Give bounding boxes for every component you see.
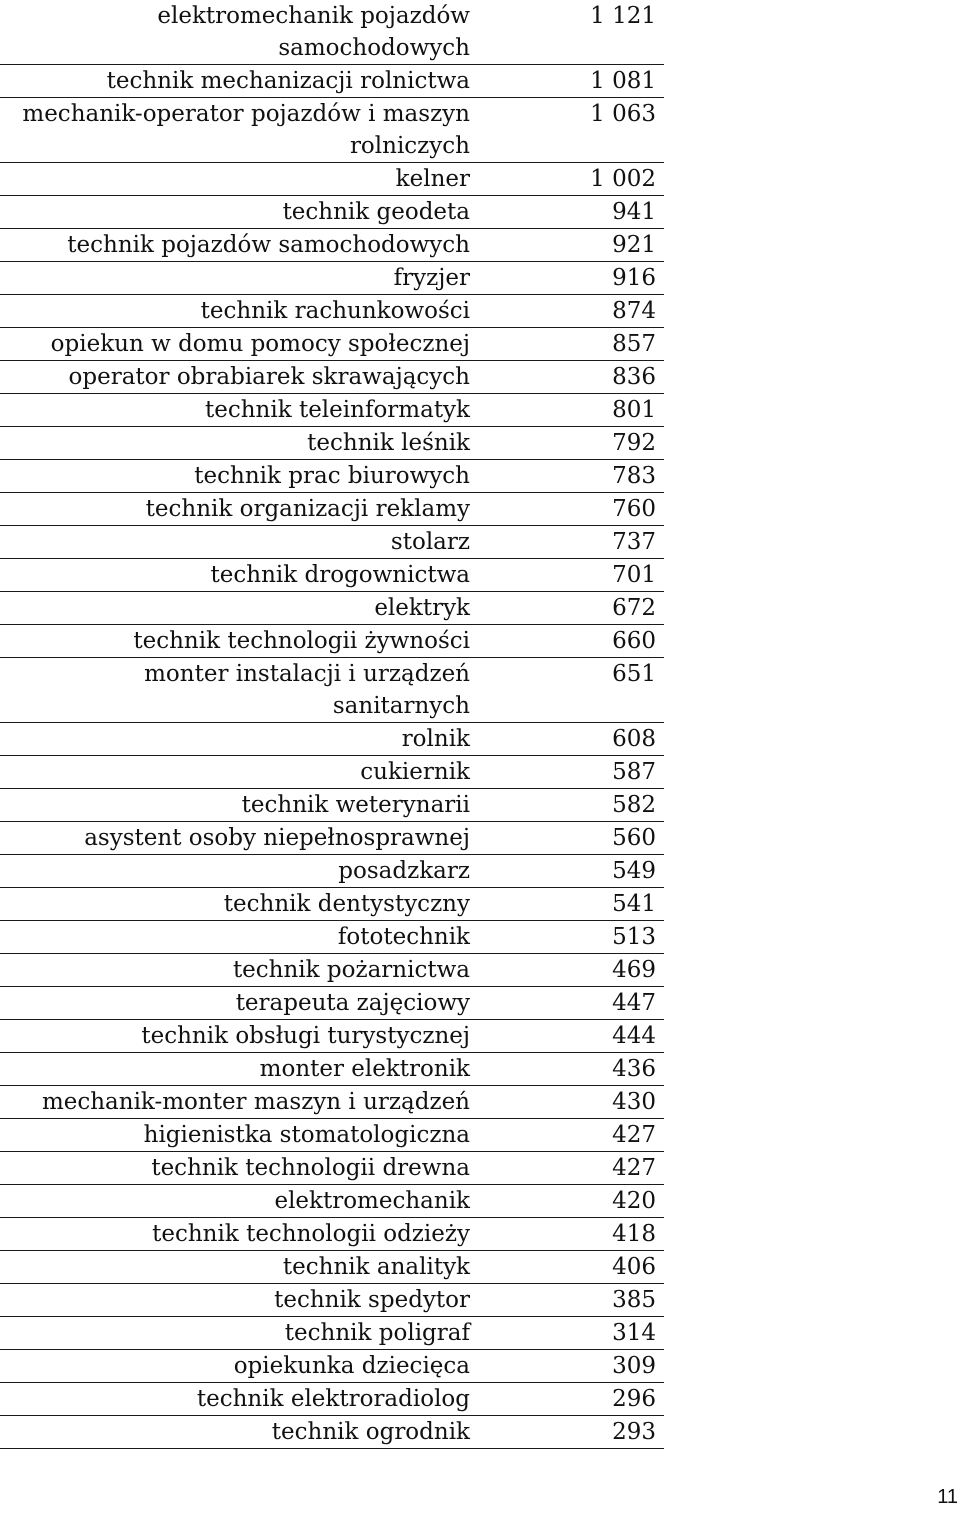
table-row	[0, 1086, 664, 1119]
profession-count: 309	[470, 1350, 664, 1383]
profession-count: 760	[470, 493, 664, 526]
table-row	[0, 98, 664, 163]
profession-count: 1 121	[470, 0, 664, 65]
table-row	[0, 1152, 664, 1185]
profession-name: technik ogrodnik	[0, 1416, 470, 1449]
profession-count: 444	[470, 1020, 664, 1053]
profession-name: fototechnik	[0, 921, 470, 954]
profession-name: rolnik	[0, 723, 470, 756]
profession-name: technik pożarnictwa	[0, 954, 470, 987]
profession-name: technik prac biurowych	[0, 460, 470, 493]
table-row	[0, 789, 664, 822]
profession-name: technik dentystyczny	[0, 888, 470, 921]
profession-count: 783	[470, 460, 664, 493]
profession-count: 420	[470, 1185, 664, 1218]
table-row	[0, 65, 664, 98]
profession-count: 314	[470, 1317, 664, 1350]
table-row	[0, 196, 664, 229]
profession-name: technik organizacji reklamy	[0, 493, 470, 526]
profession-count: 469	[470, 954, 664, 987]
table-row	[0, 658, 664, 723]
profession-count: 513	[470, 921, 664, 954]
profession-count: 582	[470, 789, 664, 822]
table-row	[0, 559, 664, 592]
profession-count: 430	[470, 1086, 664, 1119]
profession-name: technik technologii drewna	[0, 1152, 470, 1185]
profession-count: 701	[470, 559, 664, 592]
profession-count: 406	[470, 1251, 664, 1284]
profession-name: mechanik-operator pojazdów i maszyn rolniczych	[0, 98, 470, 163]
table-row	[0, 262, 664, 295]
profession-name: operator obrabiarek skrawających	[0, 361, 470, 394]
table-row	[0, 163, 664, 196]
profession-count: 836	[470, 361, 664, 394]
table-row	[0, 1251, 664, 1284]
profession-name: elektromechanik pojazdów samochodowych	[0, 0, 470, 65]
table-row	[0, 1416, 664, 1449]
table-row	[0, 0, 664, 65]
profession-count: 660	[470, 625, 664, 658]
table-row	[0, 756, 664, 789]
profession-name: higienistka stomatologiczna	[0, 1119, 470, 1152]
profession-count: 874	[470, 295, 664, 328]
table-row	[0, 1119, 664, 1152]
profession-count: 447	[470, 987, 664, 1020]
table-row	[0, 361, 664, 394]
table-row	[0, 460, 664, 493]
table-row	[0, 1383, 664, 1416]
profession-name: opiekun w domu pomocy społecznej	[0, 328, 470, 361]
table-row	[0, 394, 664, 427]
table-row	[0, 1317, 664, 1350]
profession-name: technik mechanizacji rolnictwa	[0, 65, 470, 98]
table-row	[0, 954, 664, 987]
profession-name: technik geodeta	[0, 196, 470, 229]
profession-count: 672	[470, 592, 664, 625]
profession-count: 296	[470, 1383, 664, 1416]
profession-name: technik rachunkowości	[0, 295, 470, 328]
profession-count: 857	[470, 328, 664, 361]
profession-count: 560	[470, 822, 664, 855]
profession-name: cukiernik	[0, 756, 470, 789]
table-row	[0, 822, 664, 855]
profession-count: 427	[470, 1119, 664, 1152]
profession-name: technik analityk	[0, 1251, 470, 1284]
table-row	[0, 625, 664, 658]
profession-count: 418	[470, 1218, 664, 1251]
profession-count: 587	[470, 756, 664, 789]
profession-name: fryzjer	[0, 262, 470, 295]
table-row	[0, 888, 664, 921]
profession-count: 1 063	[470, 98, 664, 163]
table-row	[0, 921, 664, 954]
profession-name: technik elektroradiolog	[0, 1383, 470, 1416]
profession-count: 921	[470, 229, 664, 262]
profession-name: technik technologii odzieży	[0, 1218, 470, 1251]
profession-name: monter instalacji i urządzeń sanitarnych	[0, 658, 470, 723]
profession-count: 651	[470, 658, 664, 723]
table-row	[0, 229, 664, 262]
table-row	[0, 328, 664, 361]
profession-count: 1 002	[470, 163, 664, 196]
profession-name: posadzkarz	[0, 855, 470, 888]
profession-name: asystent osoby niepełnosprawnej	[0, 822, 470, 855]
profession-count: 941	[470, 196, 664, 229]
table-row	[0, 427, 664, 460]
table-row	[0, 592, 664, 625]
table-row	[0, 295, 664, 328]
table-row	[0, 526, 664, 559]
profession-name: technik pojazdów samochodowych	[0, 229, 470, 262]
profession-name: technik poligraf	[0, 1317, 470, 1350]
profession-count: 801	[470, 394, 664, 427]
profession-name: technik teleinformatyk	[0, 394, 470, 427]
profession-count: 427	[470, 1152, 664, 1185]
profession-count: 293	[470, 1416, 664, 1449]
profession-name: kelner	[0, 163, 470, 196]
profession-count: 916	[470, 262, 664, 295]
profession-name: terapeuta zajęciowy	[0, 987, 470, 1020]
profession-count: 549	[470, 855, 664, 888]
table-row	[0, 1284, 664, 1317]
table-row	[0, 855, 664, 888]
profession-count: 436	[470, 1053, 664, 1086]
table-row	[0, 1218, 664, 1251]
page-number: 11	[937, 1486, 958, 1508]
profession-name: technik obsługi turystycznej	[0, 1020, 470, 1053]
table-row	[0, 1053, 664, 1086]
profession-count: 608	[470, 723, 664, 756]
profession-count: 737	[470, 526, 664, 559]
profession-name: technik leśnik	[0, 427, 470, 460]
profession-count: 1 081	[470, 65, 664, 98]
profession-name: elektryk	[0, 592, 470, 625]
profession-count: 385	[470, 1284, 664, 1317]
table-row	[0, 987, 664, 1020]
profession-count: 541	[470, 888, 664, 921]
profession-name: technik spedytor	[0, 1284, 470, 1317]
profession-name: opiekunka dziecięca	[0, 1350, 470, 1383]
profession-name: technik technologii żywności	[0, 625, 470, 658]
profession-name: elektromechanik	[0, 1185, 470, 1218]
profession-name: technik drogownictwa	[0, 559, 470, 592]
table-row	[0, 1350, 664, 1383]
table-row	[0, 1020, 664, 1053]
profession-count: 792	[470, 427, 664, 460]
profession-name: stolarz	[0, 526, 470, 559]
profession-name: mechanik-monter maszyn i urządzeń	[0, 1086, 470, 1119]
table-row	[0, 1185, 664, 1218]
table-row	[0, 723, 664, 756]
profession-name: technik weterynarii	[0, 789, 470, 822]
profession-name: monter elektronik	[0, 1053, 470, 1086]
table-row	[0, 493, 664, 526]
